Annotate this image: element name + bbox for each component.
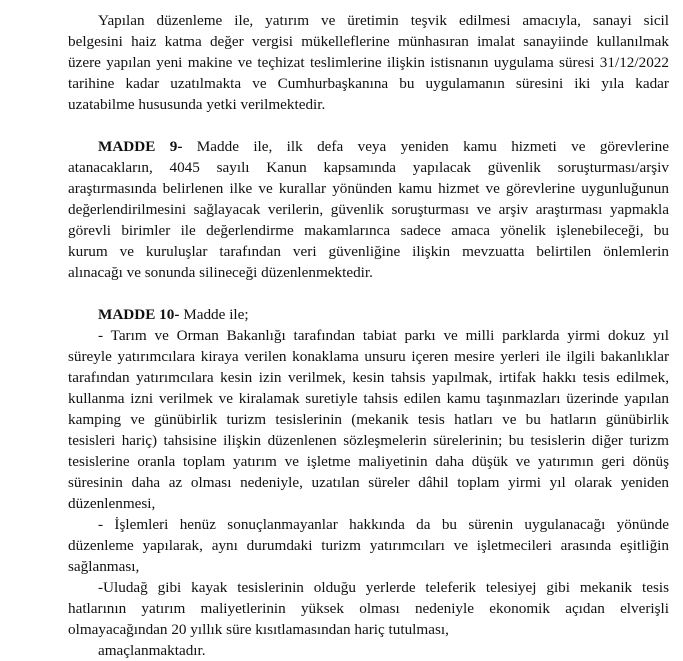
madde-10-heading: MADDE 10- xyxy=(98,306,180,323)
text-line: tesislerine oranla toplam yatırım ve işletme maliyetinin daha düşük ve yatırımın geri dönüş xyxy=(68,453,669,470)
paragraph-gap xyxy=(68,115,669,136)
text-line: atanacakların, 4045 sayılı Kanun kapsamında yapılacak güvenlik soruşturması/arşiv xyxy=(68,159,669,176)
madde-9-first-line: Madde ile, ilk defa veya yeniden kamu hizmeti ve görevlerine xyxy=(182,138,669,155)
text-line: kullanma izni verilmek ve kiralamak suretiyle tahsis edilen kamu taşınmazları üzerinde yapılan xyxy=(68,390,669,407)
text-line: araştırmasında belirlenen ilke ve kurallar yönünden kamu hizmet ve görevlerine uygunluğunun xyxy=(68,180,669,197)
madde-9-heading: MADDE 9- xyxy=(98,138,183,155)
text-line: tarihine kadar uzatılmakta ve Cumhurbaşkanına bu uygulamanın süresini iki yıla kadar xyxy=(68,75,669,92)
text-line: değerlendirilmesini sağlayacak verilerin, güvenlik soruşturması ve arşiv araştırması yapmakla xyxy=(68,201,669,218)
text-line: - İşlemleri henüz sonuçlanmayanlar hakkında da bu sürenin uygulanacağı yönünde xyxy=(98,516,669,533)
text-line xyxy=(68,136,669,157)
text-line: tarafından yatırımcılara kesin izin verilmek, kesin tahsis yapılmak, irtifak hakkı tesis edilmek, xyxy=(68,369,669,386)
text-line: belgesini haiz katma değer vergisi mükelleflerine münhasıran imalat sanayiinde kullanılmak xyxy=(68,33,669,50)
text-line: süresinin daha az olması nedeniyle, uzatılan süreler dâhil toplam yirmi yıl olarak yeniden xyxy=(68,474,669,491)
text-line: sağlanması, xyxy=(68,558,140,575)
text-line: kurum ve kuruluşlar tarafından veri güvenliğine ilişkin mevzuatta belirtilen önlemlerin xyxy=(68,243,669,260)
text-line: alınacağı ve sonunda silineceği düzenlenmektedir. xyxy=(68,264,373,281)
text-line: üzere yapılan yeni makine ve teçhizat teslimlerine ilişkin istisnanın uygulama süresi 31/12/2022 xyxy=(68,54,669,71)
text-line: -Uludağ gibi kayak tesislerinin olduğu yerlerde teleferik telesiyej gibi mekanik tesis xyxy=(98,579,669,596)
text-line: Yapılan düzenleme ile, yatırım ve üretimin teşvik edilmesi amacıyla, sanayi sicil xyxy=(98,12,669,29)
madde-10-paragraph xyxy=(68,304,669,661)
text-line: - Tarım ve Orman Bakanlığı tarafından tabiat parkı ve milli parklarda yirmi dokuz yıl xyxy=(98,327,669,344)
text-line: tesisleri hariç) tahsisine ilişkin düzenlenen sözleşmelerin sürelerinin; bu tesislerin diğer turizm xyxy=(68,432,669,449)
text-line: hatlarının yatırım maliyetlerinin yüksek olması nedeniyle ekonomik açıdan elverişli xyxy=(68,600,669,617)
text-line: uzatabilme hususunda yetki verilmektedir. xyxy=(68,96,326,113)
text-line: görevli birimler ile değerlendirme makamlarınca sadece amaca yönelik işlenebileceği, bu xyxy=(68,222,669,239)
text-line: olmayacağından 20 yıllık süre kısıtlamasından hariç tutulması, xyxy=(68,621,449,638)
madde-10-item-3 xyxy=(68,577,669,640)
madde-10-item-1 xyxy=(68,325,669,514)
text-line: düzenlenmesi, xyxy=(68,495,156,512)
madde-10-item-2 xyxy=(68,514,669,577)
text-line: düzenleme yapılarak, aynı durumdaki turizm yatırımcıları ve işletmecileri arasında eşitliğin xyxy=(68,537,669,554)
closing-line: amaçlanmaktadır. xyxy=(98,642,206,659)
paragraph-gap xyxy=(68,283,669,304)
madde-9-paragraph xyxy=(68,136,669,283)
text-line xyxy=(68,304,669,325)
intro-paragraph xyxy=(68,10,669,115)
text-line: süreyle yatırımcılara kiraya verilen konaklama unsuru içeren mesire yerleri ile ilgili bakanlıklar xyxy=(68,348,669,365)
madde-10-first-line: Madde ile; xyxy=(179,306,249,323)
text-line: kamping ve günübirlik turizm tesislerinin (mekanik tesis hatları ve bu hatların günübirlik xyxy=(68,411,669,428)
